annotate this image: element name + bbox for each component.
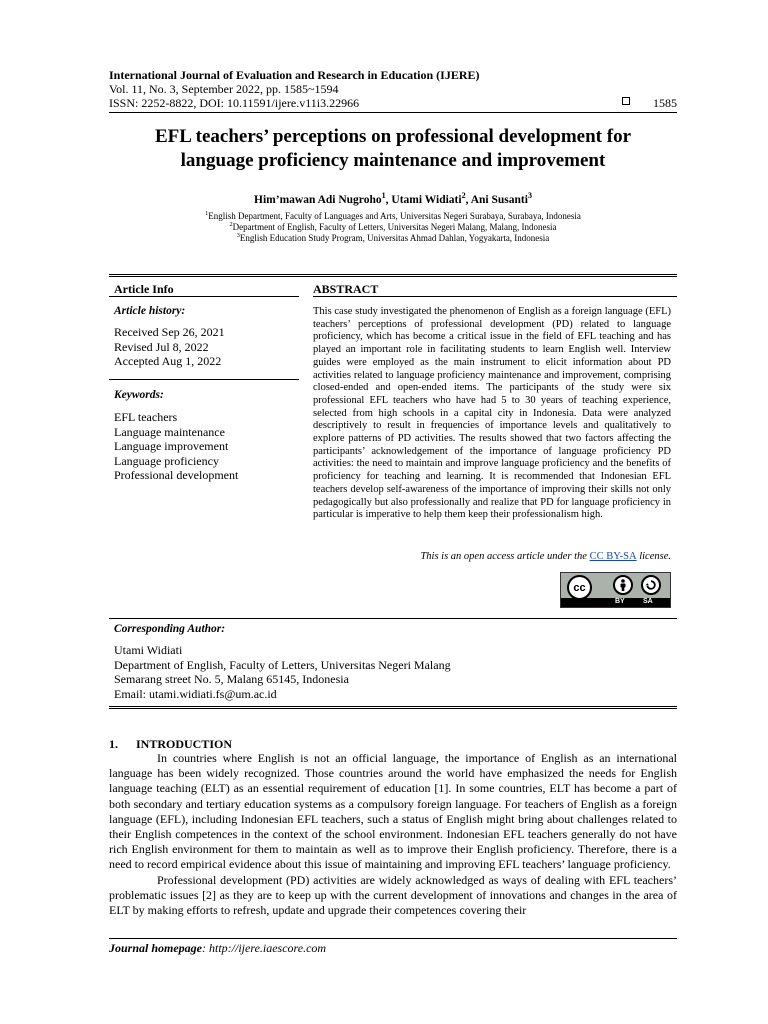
journal-volume: Vol. 11, No. 3, September 2022, pp. 1585~1594: [109, 82, 339, 96]
header-rule: [109, 112, 677, 113]
corresponding-dept: Department of English, Faculty of Letters, Universitas Negeri Malang: [114, 657, 451, 672]
abstract-text: This case study investigated the phenomenon of English as a foreign language (EFL) teachers’ perceptions of professional development (PD) related to language proficiency, which has become a critical issue in the field of EFL teaching and has played an important role in facilitating students to learn English well. Interview guides were employed as the main instrument to elicit information about PD activities related to language proficiency maintenance and improvement, comprising closed-ended and open-ended items. The participants of the study were six professional EFL teachers who have had 5 to 30 years of teaching experience, selected from high schools in a capital city in Indonesia. Data were analyzed descriptively to result in frequencies of importance levels and qualitatively to explore patterns of PD activities. The results showed that two factors affecting the participants’ acknowledgement of the importance of language proficiency PD activities: the need to maintain and improve language proficiency and the benefits of proficiency for teaching and learning. It is recommended that Indonesian EFL teachers develop self-awareness of the importance of improving their skills not only pedagogically but also professionally and realize that PD for language proficiency in particular is imperative to help them keep their professionalism high.: [313, 306, 671, 521]
introduction-body: [109, 751, 677, 918]
oa-suffix: license.: [636, 551, 671, 562]
corresponding-email: Email: utami.widiati.fs@um.ac.id: [114, 686, 277, 701]
intro-paragraph-2: Professional development (PD) activities are widely acknowledged as ways of dealing with EFL teachers’ problematic issues [2] as they are to keep up with the current development of innovations and changes in the area of ELT by making efforts to refresh, update and upgrade their competences covering their: [109, 872, 677, 918]
author-name: Utami Widiati: [391, 194, 462, 206]
info-box-bottom-rule: [109, 706, 677, 709]
journal-name: International Journal of Evaluation and Research in Education (IJERE): [109, 68, 480, 82]
author-sup: 3: [527, 191, 532, 201]
article-history-heading: Article history:: [114, 305, 186, 317]
badge-sa-label: SA: [643, 598, 653, 605]
affiliation: [109, 233, 677, 244]
affiliation-sup: 1: [205, 210, 209, 217]
history-accepted: Accepted Aug 1, 2022: [114, 354, 222, 368]
history-received: Received Sep 26, 2021: [114, 325, 225, 339]
cc-by-sa-link[interactable]: CC BY-SA: [589, 551, 637, 562]
keyword-item: EFL teachers: [114, 410, 178, 424]
keyword-list: [114, 410, 299, 483]
keyword-item: Professional development: [114, 468, 239, 482]
article-info-heading: Article Info: [114, 282, 174, 296]
attribution-person-icon: [613, 575, 633, 595]
keyword-item: Language proficiency: [114, 453, 219, 468]
article-history: [114, 325, 299, 369]
introduction-heading: 1. INTRODUCTION: [109, 737, 233, 751]
author-sup: 2: [461, 191, 466, 201]
author-sup: 1: [381, 191, 386, 201]
homepage-label: Journal homepage: [109, 941, 203, 955]
homepage-sep: :: [202, 941, 210, 955]
homepage-url[interactable]: http://ijere.iaescore.com: [209, 941, 327, 955]
journal-homepage: [109, 941, 326, 956]
cc-logo-icon: cc: [567, 575, 592, 600]
square-bullet-icon: [622, 97, 630, 105]
abstract-heading: ABSTRACT: [313, 282, 379, 296]
corresponding-street: Semarang street No. 5, Malang 65145, Indonesia: [114, 672, 349, 686]
title-line-2: language proficiency maintenance and improvement: [180, 150, 606, 171]
affiliation-sup: 3: [236, 232, 240, 239]
corresponding-details: [114, 643, 674, 701]
affiliation-text: English Department, Faculty of Languages and Arts, Universitas Negeri Surabaya, Surabaya, Indonesia: [208, 211, 581, 221]
intro-paragraph-1: In countries where English is not an official language, the importance of English as an international language has been widely recognized. Those countries around the world have emphasized the needs for English language teaching (ELT) as an essential requirement of education [1]. In some countries, ELT has become a part of both secondary and tertiary education systems as a compulsory foreign language. For teachers of English as a foreign language (EFL), including Indonesian EFL teachers, such a status of English might bring about challenges related to their English competences in the context of the school environment. Indonesian EFL teachers generally do not have rich English environment for them to maintain as well as to improve their English proficiency. Therefore, there is a need to record empirical evidence about this issue of maintaining and improving EFL teachers’ language proficiency.: [109, 751, 677, 872]
cc-by-sa-badge[interactable]: [560, 572, 671, 608]
author-name: Him’mawan Adi Nugroho: [254, 194, 382, 206]
footer-rule: [109, 938, 677, 939]
affiliation: [109, 222, 677, 233]
affiliation-sup: 2: [229, 221, 233, 228]
author-list: [109, 191, 677, 206]
affiliation-text: English Education Study Program, Universitas Ahmad Dahlan, Yogyakarta, Indonesia: [239, 233, 550, 243]
affiliation-text: Department of English, Faculty of Letters, Universitas Negeri Malang, Malang, Indonesia: [232, 222, 557, 232]
keywords-heading: Keywords:: [114, 389, 164, 401]
author-name: Ani Susanti: [470, 194, 528, 206]
open-access-note: [313, 551, 671, 562]
author-sep: ,: [385, 194, 392, 206]
info-box-top-rule: [109, 274, 677, 277]
affiliation: [109, 211, 677, 222]
author-sep: ,: [465, 194, 471, 206]
journal-issn-doi: ISSN: 2252-8822, DOI: 10.11591/ijere.v11i3.22966: [109, 96, 360, 110]
badge-by-label: BY: [615, 598, 625, 605]
history-revised: Revised Jul 8, 2022: [114, 339, 209, 354]
paper-title: [109, 125, 677, 173]
corresponding-heading: Corresponding Author:: [114, 623, 226, 635]
keyword-item: Language maintenance: [114, 424, 225, 439]
share-alike-icon: [641, 575, 661, 595]
corresponding-name: Utami Widiati: [114, 643, 183, 657]
cc-badge-strip: [561, 598, 670, 607]
oa-prefix: This is an open access article under the: [420, 551, 590, 562]
keywords-rule: [109, 379, 299, 380]
page-number: 1585: [653, 96, 677, 110]
title-line-1: EFL teachers’ perceptions on professional development for: [154, 126, 632, 147]
corresponding-top-rule: [109, 618, 677, 619]
keyword-item: Language improvement: [114, 439, 229, 453]
